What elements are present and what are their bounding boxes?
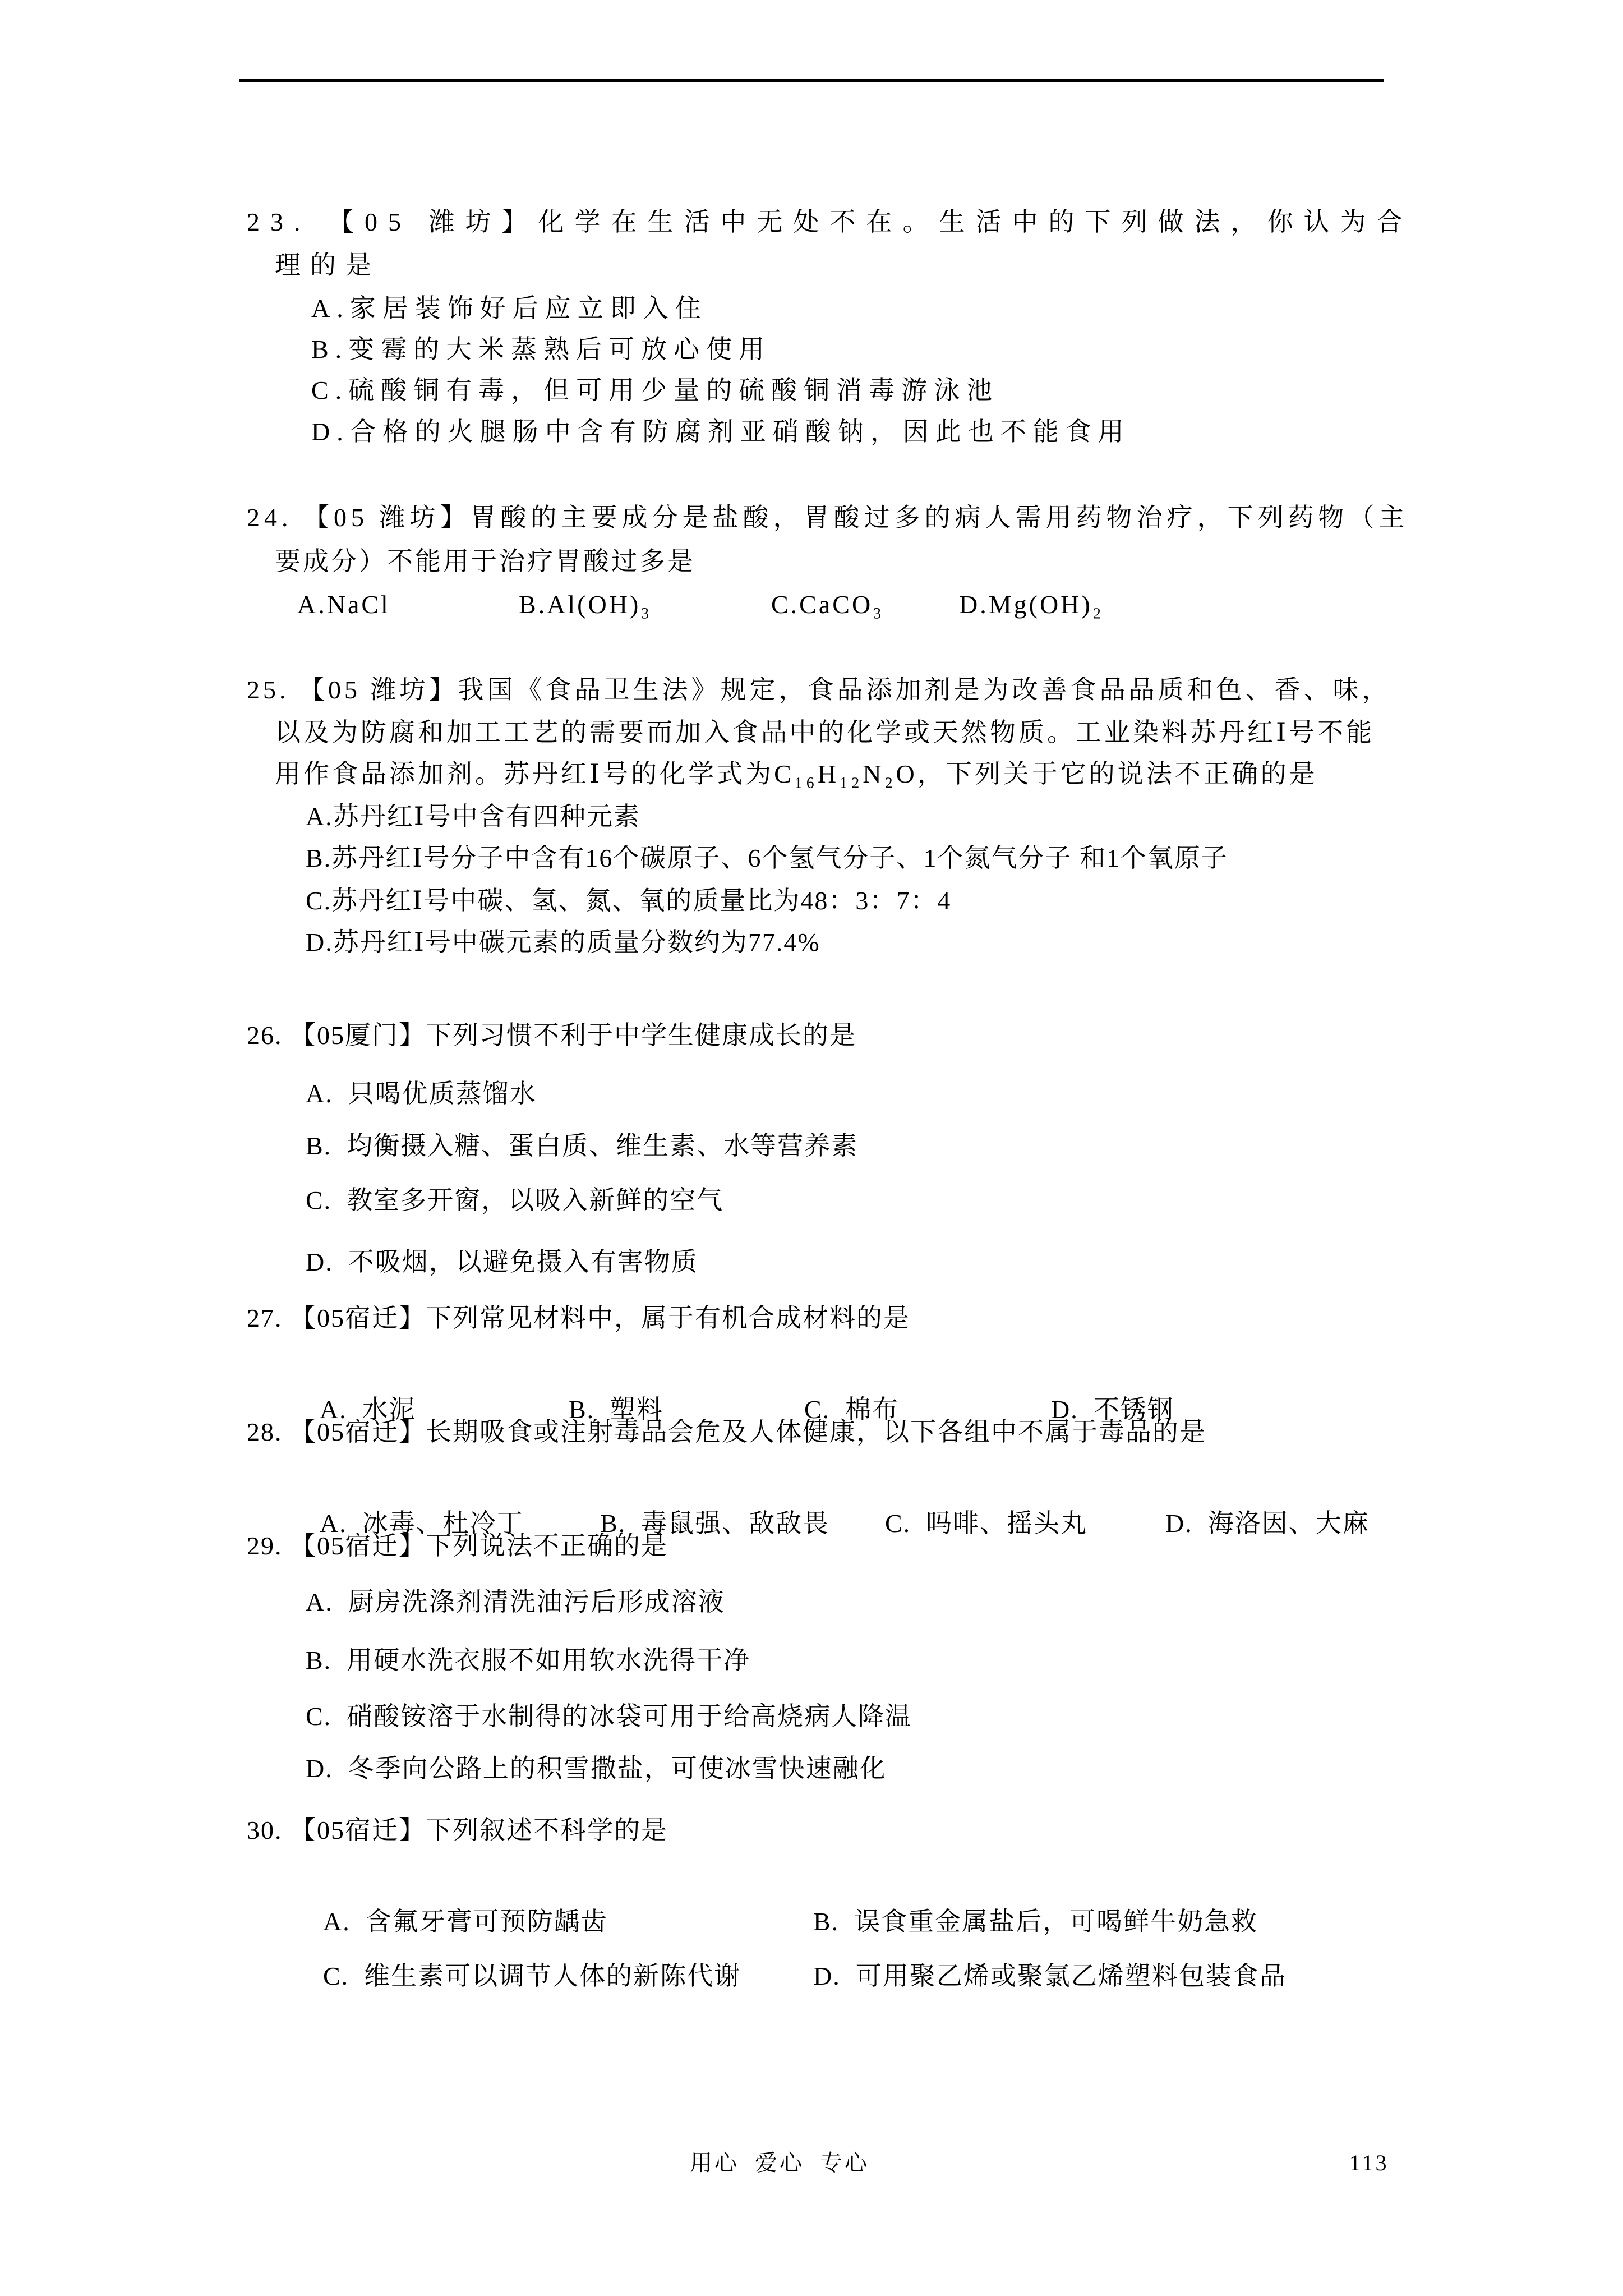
question-23-option-a: A.家居装饰好后应立即入住	[311, 294, 708, 323]
question-29-option-b: B. 用硬水洗衣服不如用软水洗得干净	[306, 1646, 751, 1674]
question-24-option-b: B.Al(OH)₃	[519, 590, 652, 619]
question-23-option-b: B.变霉的大米蒸熟后可放心使用	[311, 335, 772, 364]
question-26-option-c: C. 教室多开窗，以吸入新鲜的空气	[306, 1186, 724, 1214]
question-27-option-b: B. 塑料	[569, 1395, 664, 1424]
question-25-stem-line-1: 25. 【05 潍坊】我国《食品卫生法》规定，食品添加剂是为改善食品品质和色、香、味，	[247, 675, 1391, 704]
question-30-option-b: B. 误食重金属盐后，可喝鲜牛奶急救	[813, 1907, 1258, 1936]
question-27-stem-line-1: 27. 【05宿迁】下列常见材料中，属于有机合成材料的是	[247, 1304, 910, 1332]
footer-motto: 用心 爱心 专心	[690, 2150, 869, 2175]
question-24-stem-line-1: 24. 【05 潍坊】胃酸的主要成分是盐酸，胃酸过多的病人需用药物治疗，下列药物（主	[247, 503, 1409, 532]
question-25-option-d: D.苏丹红Ⅰ号中碳元素的质量分数约为77.4%	[306, 928, 820, 956]
question-30-option-a: A. 含氟牙膏可预防龋齿	[323, 1907, 608, 1936]
question-29-option-c: C. 硝酸铵溶于水制得的冰袋可用于给高烧病人降温	[306, 1702, 912, 1731]
question-26-stem-line-1: 26. 【05厦门】下列习惯不利于中学生健康成长的是	[247, 1021, 856, 1050]
question-30-stem-line-1: 30. 【05宿迁】下列叙述不科学的是	[247, 1816, 668, 1844]
question-24-option-c: C.CaCO₃	[771, 590, 884, 619]
footer-page-number: 113	[1349, 2150, 1389, 2175]
question-29-option-d: D. 冬季向公路上的积雪撒盐，可使冰雪快速融化	[306, 1754, 887, 1783]
question-28-option-d: D. 海洛因、大麻	[1165, 1509, 1370, 1538]
question-26-option-a: A. 只喝优质蒸馏水	[306, 1079, 537, 1108]
header-rule	[239, 79, 1384, 82]
question-28-stem-line-1: 28. 【05宿迁】长期吸食或注射毒品会危及人体健康，以下各组中不属于毒品的是	[247, 1418, 1206, 1446]
question-24-option-d: D.Mg(OH)₂	[959, 590, 1104, 619]
question-30-option-c: C. 维生素可以调节人体的新陈代谢	[323, 1962, 741, 1990]
question-28-option-a: A. 冰毒、杜冷丁	[320, 1509, 524, 1538]
question-23-stem-line-1: 23. 【05 潍坊】化学在生活中无处不在。生活中的下列做法，你认为合	[247, 208, 1413, 236]
question-26-option-b: B. 均衡摄入糖、蛋白质、维生素、水等营养素	[306, 1131, 859, 1160]
question-27-option-d: D. 不锈钢	[1051, 1395, 1174, 1424]
question-30-option-d: D. 可用聚乙烯或聚氯乙烯塑料包装食品	[813, 1962, 1287, 1990]
question-24-options-row	[297, 588, 1104, 622]
question-24-option-a: A.NaCl	[297, 590, 390, 619]
question-28-option-b: B. 毒鼠强、敌敌畏	[600, 1509, 830, 1538]
question-25-stem-line-2: 以及为防腐和加工工艺的需要而加入食品中的化学或天然物质。工业染料苏丹红Ⅰ号不能	[275, 718, 1375, 747]
question-29-stem-line-1: 29. 【05宿迁】下列说法不正确的是	[247, 1531, 668, 1560]
question-28-option-c: C. 吗啡、摇头丸	[885, 1509, 1088, 1538]
question-25-option-c: C.苏丹红Ⅰ号中碳、氢、氮、氧的质量比为48：3：7：4	[306, 886, 952, 915]
question-27-option-c: C. 棉布	[804, 1395, 900, 1424]
question-30-options-row-2	[293, 1926, 1287, 2027]
question-23-option-c: C.硫酸铜有毒，但可用少量的硫酸铜消毒游泳池	[311, 376, 999, 404]
question-24-stem-line-2: 要成分）不能用于治疗胃酸过多是	[275, 547, 695, 576]
question-25-option-b: B.苏丹红Ⅰ号分子中含有16个碳原子、6个氢气分子、1个氮气分子 和1个氧原子	[306, 844, 1228, 872]
question-25-option-a: A.苏丹红Ⅰ号中含有四种元素	[306, 802, 640, 831]
question-23-stem-line-2: 理的是	[275, 251, 381, 279]
question-26-option-d: D. 不吸烟，以避免摄入有害物质	[306, 1248, 698, 1276]
question-25-stem-line-3: 用作食品添加剂。苏丹红Ⅰ号的化学式为C₁₆H₁₂N₂O，下列关于它的说法不正确的是	[275, 760, 1318, 788]
question-23-option-d: D.合格的火腿肠中含有防腐剂亚硝酸钠，因此也不能食用	[311, 417, 1131, 446]
question-29-option-a: A. 厨房洗涤剂清洗油污后形成溶液	[306, 1588, 725, 1616]
question-27-option-a: A. 水泥	[320, 1395, 416, 1424]
